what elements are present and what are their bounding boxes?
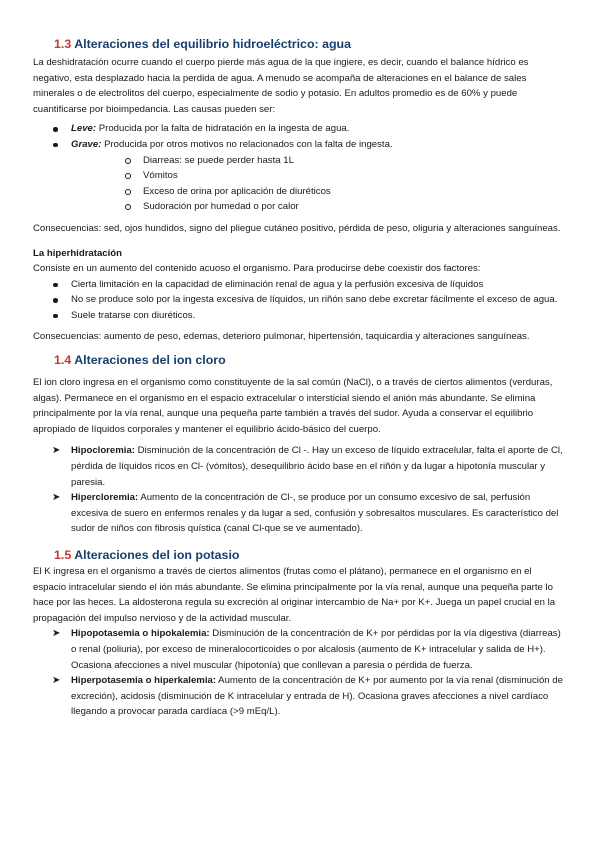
text-hipocloremia: Disminución de la concentración de Cl -. Hay un exceso de líquido extracelular, falta el aporte de Cl, pérdida de líquidos ricos en Cl- (vómitos), desequilibrio ácido base en el riñón y da lugar a hipotonía muscular y paresia.	[71, 445, 563, 488]
list-item-grave	[33, 137, 564, 215]
list-item-hiperpotasemia	[33, 673, 564, 720]
section-title: Alteraciones del ion potasio	[74, 548, 240, 563]
arrow-bullet-icon: ➤	[52, 675, 61, 687]
section-number: 1.3	[54, 37, 72, 51]
section-number: 1.5	[54, 548, 72, 563]
arrow-bullet-icon: ➤	[52, 492, 61, 504]
list-item: No se produce solo por la ingesta excesiva de líquidos, un riñón sano debe excretar fácilmente el exceso de agua.	[33, 292, 564, 308]
term-leve: Leve:	[71, 123, 97, 135]
subheading-hiperhidratacion: La hiperhidratación	[33, 247, 123, 259]
list-item: Diarreas: se puede perder hasta 1L	[71, 153, 564, 169]
cloro-list	[33, 443, 564, 537]
list-item-hipocloremia	[33, 443, 564, 490]
term-hipercloremia: Hipercloremia:	[71, 492, 139, 504]
list-item-hipopotasemia	[33, 626, 564, 673]
term-hipopotasemia: Hipopotasemia o hipokalemia:	[71, 628, 210, 640]
text-hipopotasemia: Disminución de la concentración de K+ por pérdidas por la vía digestiva (diarreas) o renal (poliuria), por exceso de mineralocorticoides o por alcalosis (aumento de K+ intracelular y salida de H+). Ocasiona afecciones a nivel muscular (hipotonía) que conllevan a paresia o pérdida de fuerza.	[71, 628, 561, 671]
section-title: Alteraciones del equilibrio hidroeléctrico: agua	[74, 37, 352, 51]
section-heading-1-3	[33, 36, 564, 53]
paragraph-ion-potasio: El K ingresa en el organismo a través de ciertos alimentos (frutas como el plátano), permanece en el organismo en el espacio intracelular siendo el ión más abundante. Se elimina principalmente por la vía renal, aunque una pequeña parte lo hace por las heces. La aldosterona regula su excreción al originar intercambio de Na+ por K+. Juega un papel crucial en la propagación del impulso nervioso y de la actividad muscular.	[33, 566, 556, 624]
section-number: 1.4	[54, 353, 72, 368]
paragraph-consecuencias-deshidratacion: Consecuencias: sed, ojos hundidos, signo del pliegue cutáneo positivo, pérdida de peso, oliguria y alteraciones sanguíneas.	[33, 222, 561, 234]
text-leve: Producida por la falta de hidratación en la ingesta de agua.	[96, 123, 350, 135]
paragraph-consecuencias-hiperhidratacion: Consecuencias: aumento de peso, edemas, deterioro pulmonar, hipertensión, taquicardia y alteraciones sanguíneas.	[33, 330, 530, 342]
paragraph-deshidratacion: La deshidratación ocurre cuando el cuerpo pierde más agua de la que ingiere, es decir, cuando el balance hídrico es negativo, esta desplazado hacia la perdida de agua. A menudo se acompaña de alteraciones en el balance de sales minerales o de electrolitos del cuerpo, especialmente de sodio y potasio. En adultos promedio es de 60% y puede cuantificarse por bioimpedancia. Las causas pueden ser:	[33, 57, 529, 115]
text-hiperpotasemia: Aumento de la concentración de K+ por aumento por la vía renal (disminución de excreción), acidosis (disminución de K intracelular y entrada de H). Ocasiona graves afecciones a nivel cardíaco llegando a provocar parada cardíaca (>9 mEq/L).	[71, 675, 563, 718]
section-heading-1-4	[33, 352, 564, 369]
text-grave: Producida por otros motivos no relacionados con la falta de ingesta.	[101, 138, 393, 150]
section-heading-1-5	[33, 547, 564, 564]
list-item: Suele tratarse con diuréticos.	[33, 308, 564, 324]
list-item: Cierta limitación en la capacidad de eliminación renal de agua y la perfusión excesiva de líquidos	[33, 277, 564, 293]
term-hipocloremia: Hipocloremia:	[71, 445, 135, 457]
list-item-leve	[33, 121, 564, 137]
paragraph-ion-cloro: El ion cloro ingresa en el organismo como constituyente de la sal común (NaCl), o a través de ciertos alimentos (verduras, algas). Permanece en el organismo en el espacio extracelular o intersticial siendo el anión más abundante. Se elimina principalmente por la vía renal, aunque una pequeña parte también a través del sudor. Ayuda a conservar el equilibrio apropiado de líquidos corporales y mantener el equilibrio ácido-básico del cuerpo.	[33, 377, 553, 435]
list-item-hipercloremia	[33, 490, 564, 537]
section-title: Alteraciones del ion cloro	[74, 353, 226, 368]
term-hiperpotasemia: Hiperpotasemia o hiperkalemia:	[71, 675, 217, 687]
potasio-list	[33, 626, 564, 720]
arrow-bullet-icon: ➤	[52, 628, 61, 640]
causas-list	[33, 121, 564, 215]
list-item: Exceso de orina por aplicación de diuréticos	[71, 184, 564, 200]
term-grave: Grave:	[71, 138, 102, 150]
list-item: Vómitos	[71, 168, 564, 184]
paragraph-hiperhidratacion: Consiste en un aumento del contenido acuoso el organismo. Para producirse debe coexistir dos factores:	[33, 263, 481, 275]
list-item: Sudoración por humedad o por calor	[71, 199, 564, 215]
text-hipercloremia: Aumento de la concentración de Cl-, se produce por un consumo excesivo de sal, perfusión excesiva de suero en enfermos renales y da lugar a sed, confusión y sobresaltos musculares. Es característico del sudor de niños con fibrosis quística (canal Cl-que se ve aumentado).	[71, 492, 559, 535]
grave-sublist	[71, 153, 564, 215]
arrow-bullet-icon: ➤	[52, 445, 61, 457]
hiperhidratacion-list	[33, 277, 564, 324]
